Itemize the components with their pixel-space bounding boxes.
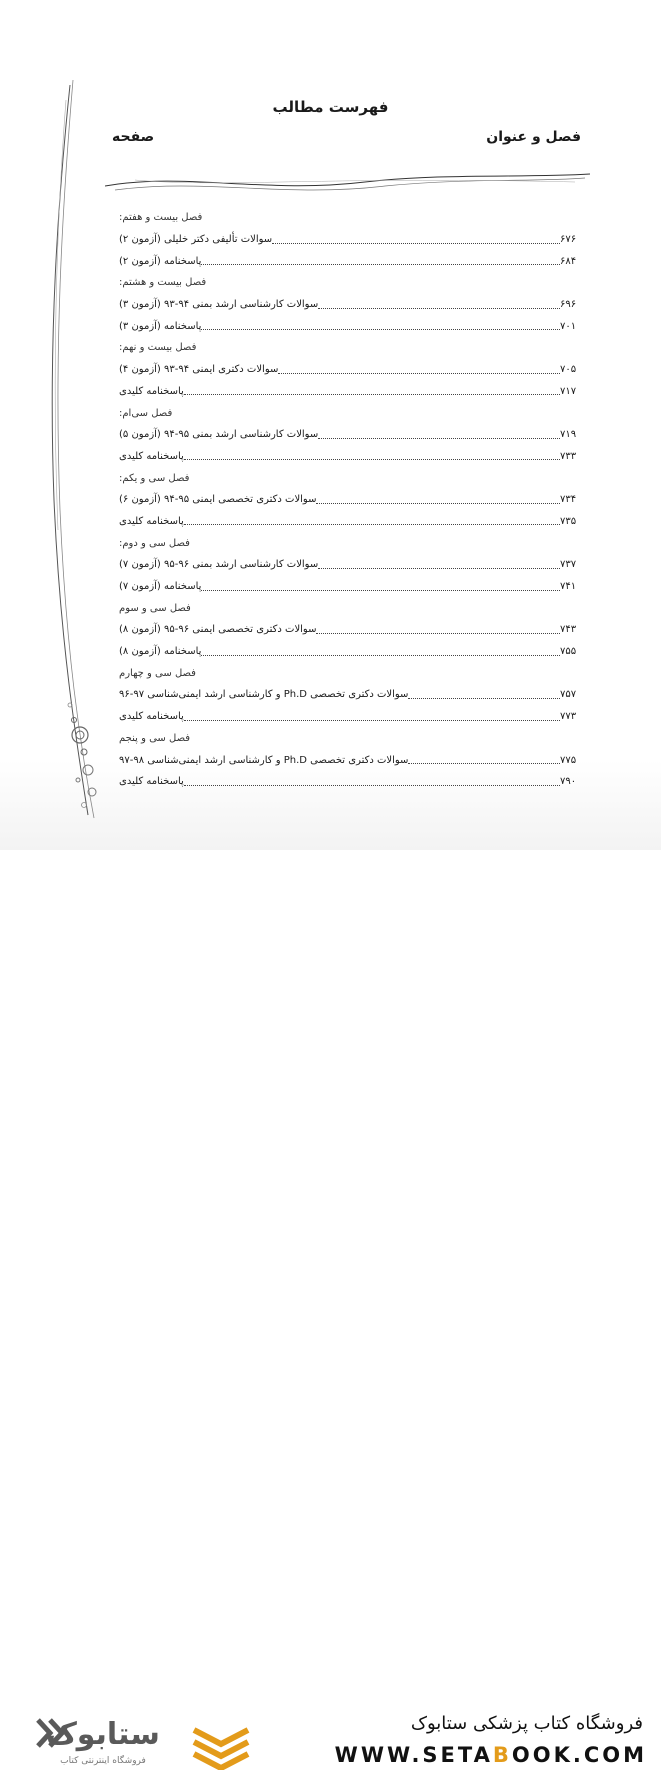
toc-page-number: ۷۵۷ [560,689,577,701]
toc-section-heading[interactable] [116,402,586,424]
toc-page-number: ۷۷۵ [560,754,577,766]
toc-entry-title: پاسخنامه کلیدی [119,711,184,723]
toc-entry-title: پاسخنامه (آزمون ۸) [119,646,202,658]
toc-page-number: ۷۳۵ [560,515,577,527]
url-highlight: B [492,1743,512,1767]
toc-section-heading[interactable] [116,662,586,684]
toc-section-heading[interactable] [116,207,586,229]
toc-entry[interactable] [116,424,586,446]
dot-leader [272,242,560,244]
store-name: فروشگاه کتاب پزشکی ستابوک [410,1713,643,1734]
dot-leader [408,697,560,699]
toc-page-number: ۷۳۴ [560,494,577,506]
toc-page-number: ۷۱۷ [560,385,577,397]
book-stack-icon [190,1718,252,1770]
dot-leader [201,654,560,656]
toc-section-heading[interactable] [116,728,586,750]
toc-entry[interactable] [116,489,586,511]
toc-entry-title: فصل سی و پنجم [119,732,191,744]
toc-entry-title: پاسخنامه کلیدی [119,776,184,788]
dot-leader [278,372,560,374]
toc-entry[interactable] [116,684,586,706]
toc-entry[interactable] [116,294,586,316]
toc-entry[interactable] [116,554,586,576]
toc-entry-title: فصل بیست و هشتم: [119,277,207,289]
toc-entry-title: پاسخنامه کلیدی [119,450,184,462]
toc-entry-title: فصل سی‌ام: [119,407,173,419]
toc-page-number: ۷۳۷ [560,559,577,571]
dot-leader [184,523,560,525]
toc-page-number: ۷۱۹ [560,429,577,441]
toc-entry-title: فصل سی و چهارم [119,667,196,679]
store-footer [0,850,661,1767]
dot-leader [318,437,560,439]
dot-leader [184,719,560,721]
toc-section-heading[interactable] [116,597,586,619]
toc-section-heading[interactable] [116,467,586,489]
setabook-logo-icon [28,1712,178,1754]
toc-entry[interactable] [116,749,586,771]
column-header-page: صفحه [112,129,155,145]
toc-entry[interactable] [116,315,586,337]
decorative-vine-icon [40,80,100,820]
toc-page-number: ۶۹۶ [560,299,577,311]
dot-leader [318,567,560,569]
toc-entry-title: فصل سی و سوم [119,602,191,614]
toc-entry-title: سوالات کارشناسی ارشد بمنی ۹۶-۹۵ (آزمون ۷) [119,559,319,571]
dot-leader [201,328,560,330]
toc-entry[interactable] [116,229,586,251]
toc-page-number: ۷۴۱ [560,581,577,593]
page-title: فهرست مطالب [272,98,389,116]
toc-entry-title: پاسخنامه (آزمون ۳) [119,320,202,332]
toc-entry-title: سوالات دکتری تخصصی ایمنی ۹۶-۹۵ (آزمون ۸) [119,624,317,636]
toc-page-number: ۶۸۴ [560,255,577,267]
toc-entry-title: پاسخنامه کلیدی [119,515,184,527]
decorative-swoosh-icon [105,168,590,198]
toc-entry-title: فصل سی و یکم: [119,472,190,484]
toc-page-number: ۷۷۳ [560,711,577,723]
toc-entry[interactable] [116,381,586,403]
toc-entry-title: سوالات کارشناسی ارشد بمنی ۹۴-۹۳ (آزمون ۳) [119,299,319,311]
toc-entry[interactable] [116,511,586,533]
dot-leader [316,632,560,634]
toc-page-number: ۷۹۰ [560,776,577,788]
toc-entry[interactable] [116,619,586,641]
toc-entry[interactable] [116,706,586,728]
toc-entry-title: فصل سی و دوم: [119,537,190,549]
toc-entry-title: سوالات تألیفی دکتر خلیلی (آزمون ۲) [119,234,273,246]
toc-entry-title: سوالات دکتری ایمنی ۹۴-۹۳ (آزمون ۴) [119,364,279,376]
dot-leader [201,263,560,265]
toc-entry-title: فصل بیست و نهم: [119,342,197,354]
toc-entry[interactable] [116,641,586,663]
toc-section-heading[interactable] [116,272,586,294]
dot-leader [184,393,560,395]
toc-entry[interactable] [116,359,586,381]
toc-entry-title: سوالات دکتری تخصصی Ph.D و کارشناسی ارشد ایمنی‌شناسی ۹۷-۹۶ [119,689,409,701]
url-part: WWW.SETA [334,1743,493,1767]
toc-section-heading[interactable] [116,532,586,554]
dot-leader [316,502,560,504]
toc-entry-title: سوالات دکتری تخصصی Ph.D و کارشناسی ارشد ایمنی‌شناسی ۹۸-۹۷ [119,754,409,766]
toc-entry-title: پاسخنامه (آزمون ۲) [119,255,202,267]
toc-page-number: ۷۳۳ [560,450,577,462]
logo-subtitle: فروشگاه اینترنتی کتاب [60,1756,146,1766]
toc-section-heading[interactable] [116,337,586,359]
toc-entry-title: پاسخنامه (آزمون ۷) [119,581,202,593]
dot-leader [184,458,560,460]
toc-entry[interactable] [116,771,586,793]
toc-entry[interactable] [116,250,586,272]
toc-entry-title: پاسخنامه کلیدی [119,385,184,397]
dot-leader [408,762,560,764]
table-of-contents [116,207,586,793]
toc-page-number: ۶۷۶ [560,234,577,246]
dot-leader [318,307,560,309]
logo-wordmark: ستابوک [46,1717,160,1752]
dot-leader [184,784,560,786]
toc-page-number: ۷۰۱ [560,320,577,332]
dot-leader [201,589,560,591]
toc-entry-title: فصل بیست و هفتم: [119,212,203,224]
url-part: OOK.COM [511,1743,647,1767]
toc-entry-title: سوالات کارشناسی ارشد بمنی ۹۵-۹۴ (آزمون ۵) [119,429,319,441]
toc-page-number: ۷۵۵ [560,646,577,658]
toc-entry[interactable] [116,446,586,468]
column-header-chapter: فصل و عنوان [486,129,581,145]
store-url-link[interactable] [335,1743,647,1767]
toc-entry-title: سوالات دکتری تخصصی ایمنی ۹۵-۹۴ (آزمون ۶) [119,494,317,506]
toc-page-number: ۷۰۵ [560,364,577,376]
book-page [0,0,661,850]
toc-page-number: ۷۴۳ [560,624,577,636]
toc-entry[interactable] [116,576,586,598]
